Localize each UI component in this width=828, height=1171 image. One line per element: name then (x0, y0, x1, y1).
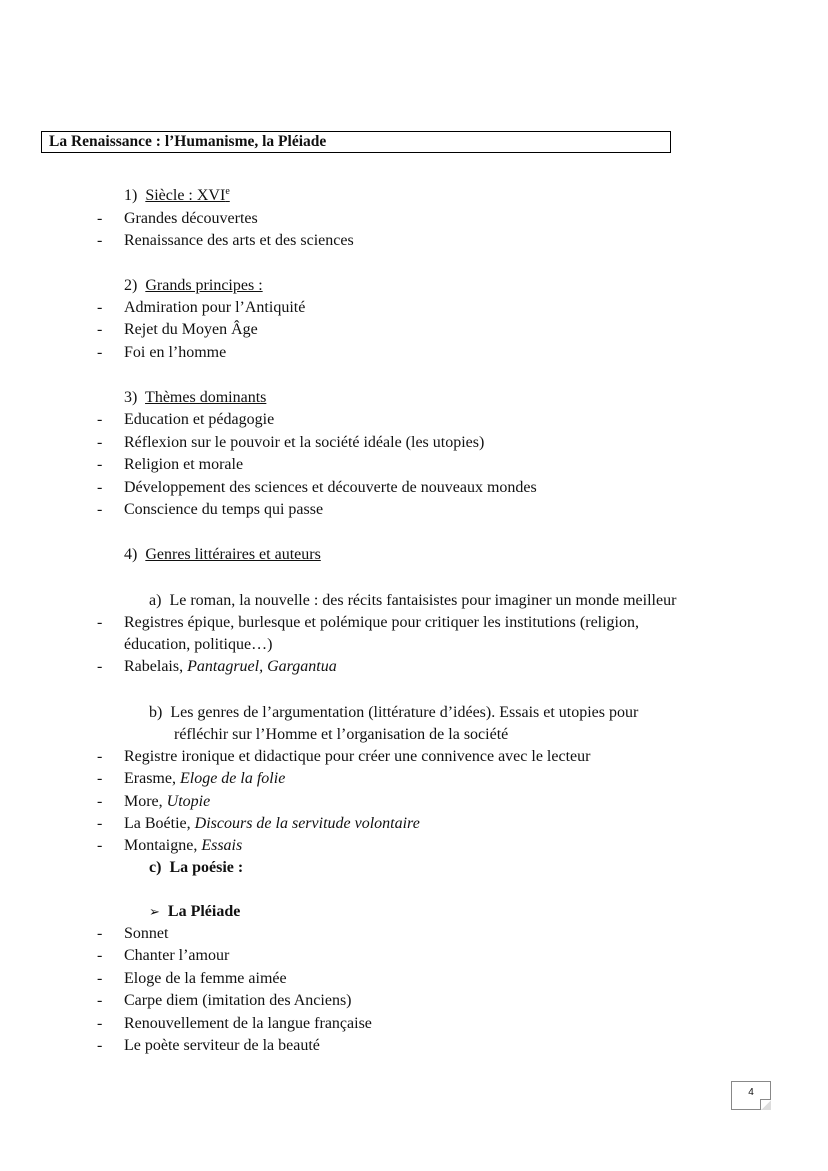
author-name: La Boétie, (124, 815, 195, 832)
list-dash: - (97, 411, 103, 428)
list-dash: - (97, 748, 103, 765)
subsection-text-continuation: réfléchir sur l’Homme et l’organisation de la société (174, 726, 509, 743)
subsection-text: La poésie : (169, 859, 244, 876)
list-dash: - (97, 1037, 103, 1054)
section-2-heading (124, 276, 263, 296)
list-dash: - (97, 344, 103, 361)
list-item: Foi en l’homme (124, 344, 227, 361)
subsection-text: Les genres de l’argumentation (littérature d’idées). Essais et utopies pour (170, 704, 639, 721)
list-dash: - (97, 658, 103, 675)
list-dash: - (97, 614, 103, 631)
list-item: Chanter l’amour (124, 947, 230, 964)
pleiade-title: La Pléiade (167, 903, 241, 920)
list-item (124, 792, 210, 812)
work-title: Discours de la servitude volontaire (194, 815, 420, 832)
list-item (124, 657, 337, 677)
list-dash: - (97, 925, 103, 942)
list-dash: - (97, 456, 103, 473)
page-number (731, 1081, 771, 1110)
list-item: Sonnet (124, 925, 169, 942)
work-title: Essais (201, 837, 243, 854)
subsection-letter: c) (149, 859, 162, 876)
list-item: Eloge de la femme aimée (124, 970, 287, 987)
subsection-a-heading (149, 591, 676, 611)
section-number: 1) (124, 187, 138, 204)
list-item: Réflexion sur le pouvoir et la société idéale (les utopies) (124, 434, 485, 451)
list-item (124, 769, 285, 789)
list-item: Rejet du Moyen Âge (124, 321, 258, 338)
list-dash: - (97, 992, 103, 1009)
list-dash: - (97, 770, 103, 787)
section-number: 4) (124, 546, 138, 563)
list-item: Développement des sciences et découverte de nouveaux mondes (124, 479, 537, 496)
work-title: Pantagruel, Gargantua (187, 658, 337, 675)
page-curl-icon (760, 1099, 771, 1110)
work-title: Utopie (166, 793, 211, 810)
list-dash: - (97, 970, 103, 987)
list-item: Le poète serviteur de la beauté (124, 1037, 320, 1054)
section-number: 2) (124, 277, 138, 294)
author-name: More, (124, 793, 167, 810)
subsection-text: Le roman, la nouvelle : des récits fantaisistes pour imaginer un monde meilleur (169, 592, 677, 609)
list-dash: - (97, 1015, 103, 1032)
list-item: Renaissance des arts et des sciences (124, 232, 354, 249)
section-4-heading (124, 545, 321, 565)
section-3-heading (124, 388, 266, 408)
list-dash: - (97, 321, 103, 338)
list-item: Carpe diem (imitation des Anciens) (124, 992, 352, 1009)
list-item: Grandes découvertes (124, 210, 258, 227)
list-item: Religion et morale (124, 456, 244, 473)
pleiade-heading (149, 902, 240, 923)
list-item (124, 814, 420, 834)
subsection-letter: a) (149, 592, 162, 609)
list-dash: - (97, 501, 103, 518)
author-name: Rabelais, (124, 658, 188, 675)
list-dash: - (97, 434, 103, 451)
list-dash: - (97, 815, 103, 832)
list-dash: - (97, 210, 103, 227)
section-label: Siècle : XVI (145, 187, 226, 204)
section-label: Thèmes dominants (145, 389, 267, 406)
list-item: Registres épique, burlesque et polémique pour critiquer les institutions (religion, (124, 614, 639, 631)
superscript: e (225, 186, 230, 197)
section-number: 3) (124, 389, 138, 406)
work-title: Eloge de la folie (179, 770, 286, 787)
section-label: Grands principes : (145, 277, 263, 294)
list-dash: - (97, 232, 103, 249)
list-item: Registre ironique et didactique pour créer une connivence avec le lecteur (124, 748, 591, 765)
list-item: Conscience du temps qui passe (124, 501, 324, 518)
subsection-b-heading (149, 703, 638, 723)
list-item (124, 836, 242, 856)
list-dash: - (97, 837, 103, 854)
section-label: Genres littéraires et auteurs (145, 546, 321, 563)
list-dash: - (97, 299, 103, 316)
page-title: La Renaissance : l’Humanisme, la Pléiade (41, 131, 671, 153)
list-item: Renouvellement de la langue française (124, 1015, 372, 1032)
list-item: Education et pédagogie (124, 411, 275, 428)
subsection-letter: b) (149, 704, 163, 721)
author-name: Erasme, (124, 770, 180, 787)
subsection-c-heading (149, 858, 243, 878)
arrow-bullet-icon: ➢ (149, 905, 160, 920)
list-dash: - (97, 793, 103, 810)
section-1-heading (124, 186, 230, 206)
list-item: Admiration pour l’Antiquité (124, 299, 306, 316)
list-dash: - (97, 479, 103, 496)
page-number-text: 4 (748, 1087, 754, 1098)
author-name: Montaigne, (124, 837, 202, 854)
list-item-continuation: éducation, politique…) (124, 636, 273, 653)
list-dash: - (97, 947, 103, 964)
